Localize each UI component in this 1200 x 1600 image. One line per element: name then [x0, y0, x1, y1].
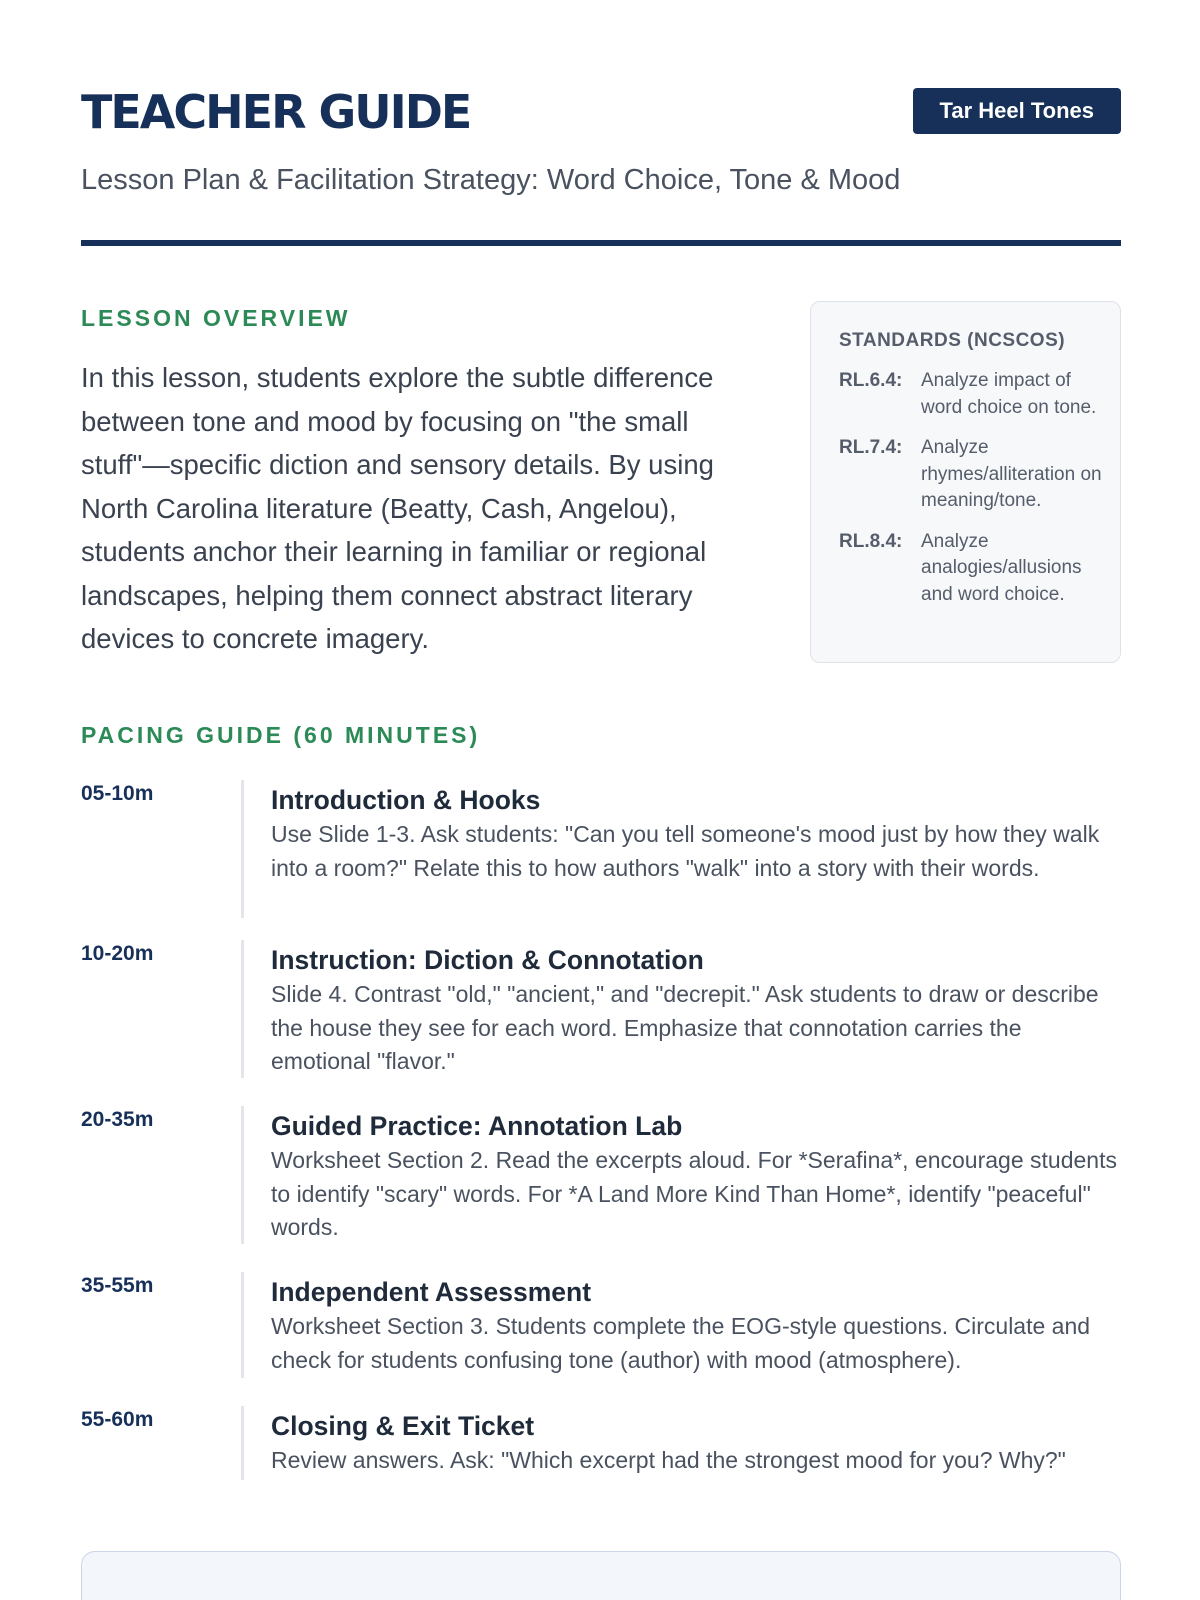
pacing-description: Worksheet Section 3. Students complete the EOG-style questions. Circulate and check for students confusing tone (author) with mood (atmosphere).: [271, 1313, 1091, 1373]
notes-box: [81, 1551, 1121, 1600]
pacing-body: [241, 1272, 1121, 1378]
pacing-body: [241, 1406, 1121, 1480]
pacing-item: [81, 1406, 1121, 1482]
standard-description: Analyze impact of word choice on tone.: [921, 370, 1097, 418]
pacing-item: [81, 940, 1121, 1106]
pacing-list: [81, 780, 1121, 1482]
pacing-description: Review answers. Ask: "Which excerpt had the strongest mood for you? Why?": [271, 1447, 1066, 1473]
standard-item: [839, 435, 1102, 515]
pacing-title: Introduction & Hooks: [271, 785, 541, 815]
pacing-heading: PACING GUIDE (60 MINUTES): [81, 722, 481, 748]
pacing-item: [81, 780, 1121, 940]
pacing-time: 35-55m: [81, 1274, 154, 1297]
overview-body: In this lesson, students explore the subtle difference between tone and mood by focusing on "the small stuff"—specific diction and sensory details. By using North Carolina literature (Beatty, Cash, Angelou), students anchor their learning in familiar or regional landscapes, helping them connect abstract literary devices to concrete imagery.: [81, 362, 714, 654]
standards-box: [810, 301, 1121, 663]
standard-code: RL.7.4:: [839, 437, 903, 458]
pacing-time: 05-10m: [81, 782, 154, 805]
standard-item: [839, 529, 1102, 609]
pacing-title: Guided Practice: Annotation Lab: [271, 1111, 683, 1141]
pacing-body: [241, 940, 1121, 1078]
pacing-title: Instruction: Diction & Connotation: [271, 945, 704, 975]
page-title: TEACHER GUIDE: [81, 85, 471, 139]
standard-code: RL.8.4:: [839, 530, 903, 552]
pacing-item: [81, 1272, 1121, 1406]
pacing-description: Use Slide 1-3. Ask students: "Can you tell someone's mood just by how they walk into a room?" Relate this to how authors "walk" into a story with their words.: [271, 821, 1100, 881]
teacher-guide-page: [81, 0, 1121, 1600]
standard-description: Analyze rhymes/alliteration on meaning/tone.: [921, 437, 1102, 511]
pacing-time: 55-60m: [81, 1408, 154, 1431]
standard-code: RL.6.4:: [839, 370, 903, 391]
overview-heading: LESSON OVERVIEW: [81, 305, 351, 331]
header-divider: [81, 240, 1121, 246]
pacing-description: Worksheet Section 2. Read the excerpts aloud. For *Serafina*, encourage students to identify "scary" words. For *A Land More Kind Than Home*, identify "peaceful" words.: [271, 1147, 1117, 1240]
standard-description: Analyze analogies/allusions and word choice.: [921, 530, 1082, 605]
pacing-item: [81, 1106, 1121, 1272]
pacing-time: 10-20m: [81, 942, 154, 965]
pacing-body: [241, 780, 1121, 918]
pacing-title: Independent Assessment: [271, 1277, 592, 1307]
standard-item: [839, 368, 1102, 421]
pacing-description: Slide 4. Contrast "old," "ancient," and "decrepit." Ask students to draw or describe the house they see for each word. Emphasize that connotation carries the emotional "flavor.": [271, 981, 1099, 1074]
pacing-title: Closing & Exit Ticket: [271, 1411, 535, 1441]
series-badge: Tar Heel Tones: [913, 88, 1121, 134]
header: [81, 84, 1121, 144]
page-subtitle: Lesson Plan & Facilitation Strategy: Word Choice, Tone & Mood: [81, 164, 901, 196]
pacing-time: 20-35m: [81, 1108, 154, 1131]
standards-heading: STANDARDS (NCSCOS): [839, 330, 1066, 351]
pacing-body: [241, 1106, 1121, 1244]
